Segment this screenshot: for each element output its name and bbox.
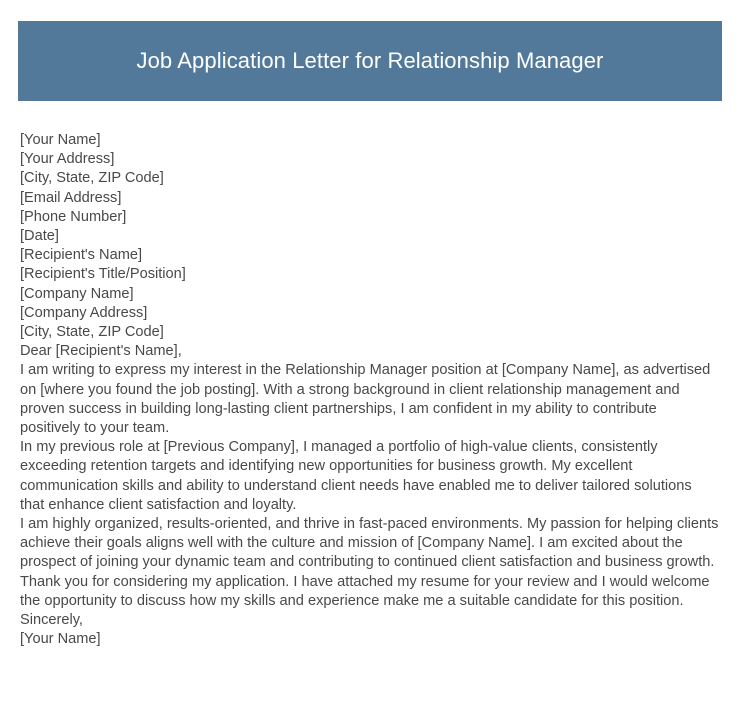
letter-body <box>20 131 720 649</box>
recipient-company-address-line: [Company Address] <box>20 304 148 321</box>
document-title-banner <box>18 21 722 101</box>
salutation-line: Dear [Recipient's Name], <box>20 343 182 360</box>
recipient-company-line: [Company Name] <box>20 285 134 302</box>
sender-phone-line: [Phone Number] <box>20 208 127 225</box>
sender-name-line: [Your Name] <box>20 132 101 148</box>
body-paragraph-3: I am highly organized, results-oriented, and thrive in fast-paced environments. My passion for helping clients achieve their goals aligns well with the culture and mission of [Company Name]. I am excited about the prospect of joining your dynamic team and contributing to continued client satisfaction and business growth. <box>20 516 719 571</box>
signature-line: [Your Name] <box>20 631 101 648</box>
closing-line: Sincerely, <box>20 612 83 629</box>
body-paragraph-1: I am writing to express my interest in the Relationship Manager position at [Company Name], as advertised on [where you found the job posting]. With a strong background in client relationship management and proven success in building long-lasting client partnerships, I am confident in my ability to contribute positively to your team. <box>20 362 711 437</box>
body-paragraph-2: In my previous role at [Previous Company], I managed a portfolio of high-value clients, consistently exceeding retention targets and identifying new opportunities for business growth. My excellent communication skills and ability to understand client needs have enabled me to deliver tailored solutions that enhance client satisfaction and loyalty. <box>20 439 692 513</box>
sender-address-block <box>20 131 720 227</box>
sender-city-state-zip-line: [City, State, ZIP Code] <box>20 170 164 187</box>
body-paragraph-4: Thank you for considering my application. I have attached my resume for your review and I would welcome the opportunity to discuss how my skills and experience make me a suitable candidate for this position. <box>20 573 710 609</box>
recipient-city-state-zip-line: [City, State, ZIP Code] <box>20 324 164 341</box>
recipient-name-line: [Recipient's Name] <box>20 247 143 264</box>
date-line: [Date] <box>20 228 59 245</box>
page-title: Job Application Letter for Relationship Manager <box>136 48 604 73</box>
recipient-address-block <box>20 246 720 342</box>
sender-address-line: [Your Address] <box>20 151 115 168</box>
sender-email-line: [Email Address] <box>20 189 122 206</box>
recipient-title-line: [Recipient's Title/Position] <box>20 266 186 283</box>
